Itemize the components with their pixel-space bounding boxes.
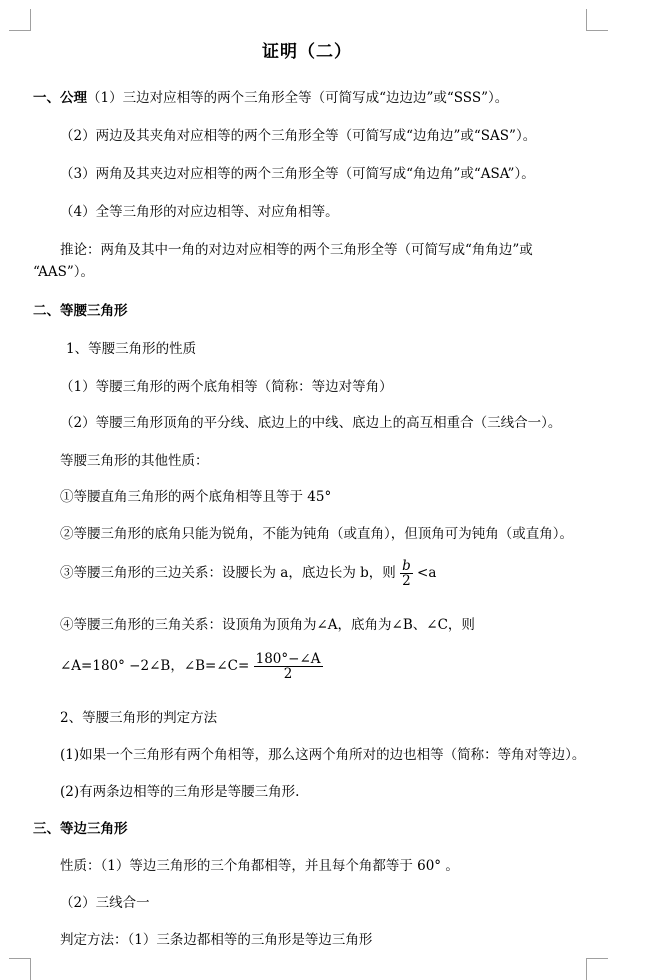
other-property-3-tail: <a (417, 565, 437, 582)
criterion-1: (1)如果一个三角形有两个角相等，那么这两个角所对的边也相等（简称：等角对等边）。 (60, 747, 586, 763)
isosceles-criteria-subheading: 2、等腰三角形的判定方法 (60, 710, 218, 726)
other-property-3-text: ③等腰三角形的三边关系：设腰长为 a，底边长为 b，则 (60, 565, 396, 582)
equilateral-property: 性质：（1）等边三角形的三个角都相等，并且每个角都等于 60° 。 (60, 858, 459, 874)
section-2-heading: 二、等腰三角形 (33, 303, 128, 319)
page-title: 证明（二） (262, 42, 352, 62)
other-property-2: ②等腰三角形的底角只能为锐角，不能为钝角（或直角），但顶角可为钝角（或直角）。 (60, 526, 573, 542)
axiom-1: （1）三边对应相等的两个三角形全等（可简写成“边边边”或“SSS”）。 (87, 90, 509, 106)
angle-relation-formula (60, 652, 323, 681)
corollary-line-2: “AAS”）。 (33, 264, 95, 280)
other-property-3 (60, 559, 436, 588)
other-properties-label: 等腰三角形的其他性质： (60, 453, 209, 469)
isosceles-properties-subheading: 1、等腰三角形的性质 (66, 341, 197, 357)
fraction-b-over-2 (400, 559, 413, 588)
corollary-line-1: 推论：两角及其中一角的对边对应相等的两个三角形全等（可简写成“角角边”或 (60, 242, 533, 258)
angle-fraction-numerator: 180°−∠A (255, 651, 321, 667)
angle-formula-text: ∠A=180° −2∠B，∠B=∠C= (60, 658, 250, 675)
fraction-numerator: b (402, 558, 411, 574)
section-3-heading: 三、等边三角形 (33, 821, 128, 837)
axiom-4: （4）全等三角形的对应边相等、对应角相等。 (60, 204, 339, 220)
isosceles-property-2: （2）等腰三角形顶角的平分线、底边上的中线、底边上的高互相重合（三线合一）。 (60, 415, 562, 431)
criterion-2: (2)有两条边相等的三角形是等腰三角形. (60, 784, 300, 800)
angle-fraction (254, 652, 323, 681)
section-1-prefix: 一、 (33, 90, 60, 106)
equilateral-criterion: 判定方法：（1）三条边都相等的三角形是等边三角形 (60, 932, 373, 948)
corner-mark-top-left (9, 9, 31, 31)
section-1-line-1 (33, 88, 508, 108)
three-lines-coincide: （2）三线合一 (60, 895, 150, 911)
axiom-2: （2）两边及其夹角对应相等的两个三角形全等（可简写成“边角边”或“SAS”）。 (60, 128, 537, 144)
corner-mark-top-right (586, 9, 608, 31)
corner-mark-bottom-right (586, 958, 608, 980)
section-1-heading: 公理 (60, 90, 87, 106)
other-property-1: ①等腰直角三角形的两个底角相等且等于 45° (60, 489, 332, 505)
isosceles-property-1: （1）等腰三角形的两个底角相等（简称：等边对等角） (60, 379, 393, 395)
other-property-4: ④等腰三角形的三角关系：设顶角为顶角为∠A，底角为∠B、∠C，则 (60, 617, 475, 633)
angle-fraction-denominator: 2 (254, 666, 323, 681)
fraction-denominator: 2 (400, 573, 413, 588)
corner-mark-bottom-left (9, 958, 31, 980)
axiom-3: （3）两角及其夹边对应相等的两个三角形全等（可简写成“角边角”或“ASA”）。 (60, 166, 535, 182)
